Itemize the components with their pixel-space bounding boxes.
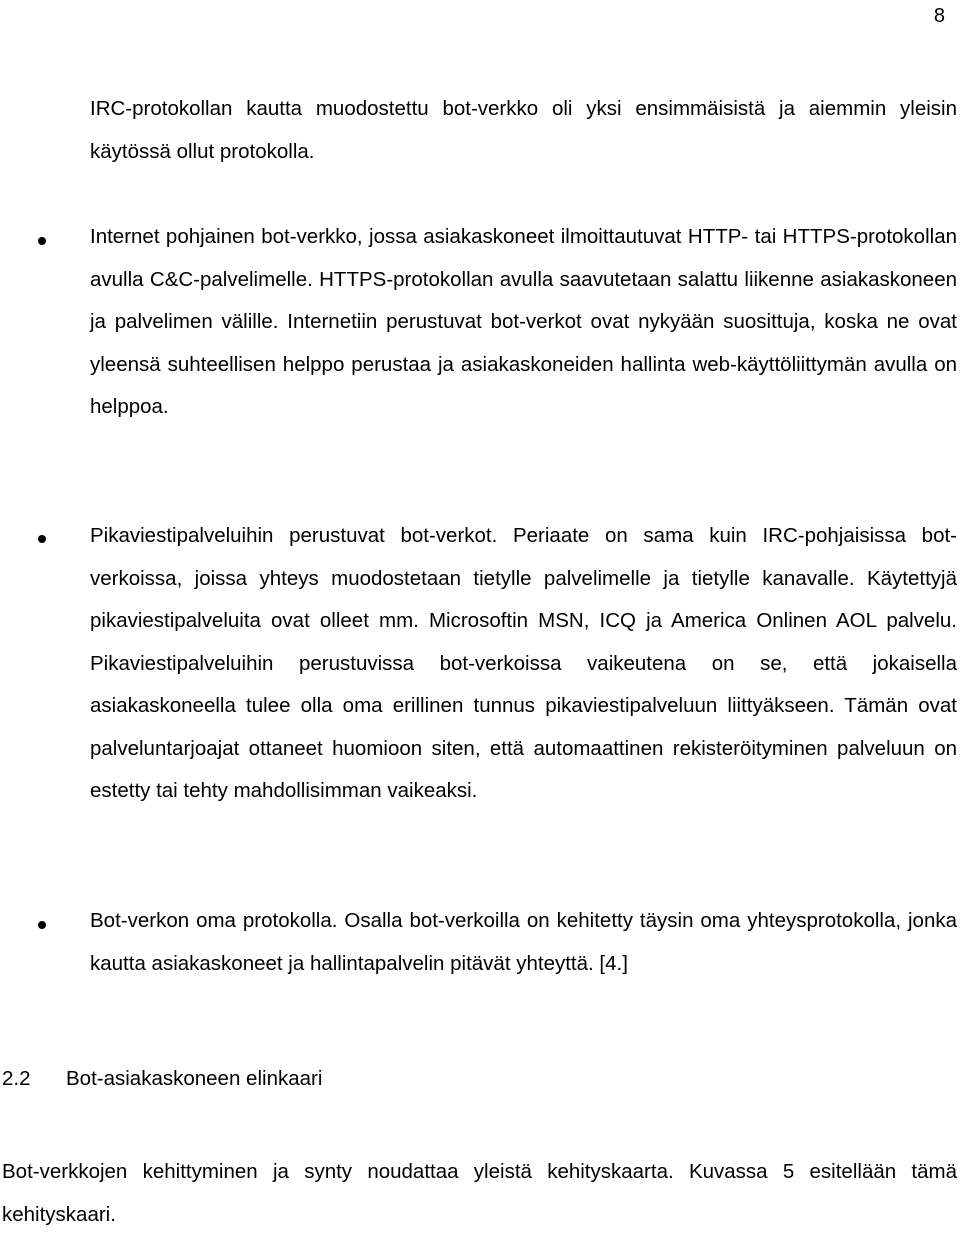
page-number: 8: [933, 5, 945, 27]
list-item-im-botnet: Pikaviestipalveluihin perustuvat bot-verkot. Periaate on sama kuin IRC-pohjaisissa bot-verkoissa, joissa yhteys muodostetaan tietylle palvelimelle ja tietylle kanavalle. Käytettyjä pikaviestipalveluita ovat olleet mm. Microsoftin MSN, ICQ ja America Onlinen AOL palvelu. Pikaviestipalveluihin perustuvissa bot-verkoissa vaikeutena on se, että jokaisella asiakaskoneella tulee olla oma erillinen tunnus pikaviestipalveluun liittyäkseen. Tämän ovat palveluntarjoajat ottaneet huomioon siten, että automaattinen rekisteröityminen palveluun on estetty tai tehty mahdollisimman vaikeaksi.: [90, 524, 957, 802]
section-number: 2.2: [2, 1067, 31, 1090]
bullet-icon: [38, 921, 46, 929]
list-item-internet-botnet: Internet pohjainen bot-verkko, jossa asiakaskoneet ilmoittautuvat HTTP- tai HTTPS-protokollan avulla C&C-palvelimelle. HTTPS-protokollan avulla saavutetaan salattu liikenne asiakaskoneen ja palvelimen välille. Internetiin perustuvat bot-verkot ovat nykyään suosittuja, koska ne ovat yleensä suhteellisen helppo perustaa ja asiakaskoneiden hallinta web-käyttöliittymän avulla on helppoa.: [90, 225, 957, 418]
bullet-icon: [38, 237, 46, 245]
bullet-icon: [38, 535, 46, 543]
section-heading: [2, 1058, 322, 1101]
body-paragraph: Bot-verkkojen kehittyminen ja synty noudattaa yleistä kehityskaarta. Kuvassa 5 esitellään tämä kehityskaari.: [2, 1160, 957, 1226]
section-title: Bot-asiakaskoneen elinkaari: [66, 1067, 323, 1090]
list-item-own-protocol: Bot-verkon oma protokolla. Osalla bot-verkoilla on kehitetty täysin oma yhteysprotokolla, jonka kautta asiakaskoneet ja hallintapalvelin pitävät yhteyttä. [4.]: [90, 909, 957, 975]
paragraph-irc-continuation: IRC-protokollan kautta muodostettu bot-verkko oli yksi ensimmäisistä ja aiemmin yleisin käytössä ollut protokolla.: [90, 97, 957, 163]
